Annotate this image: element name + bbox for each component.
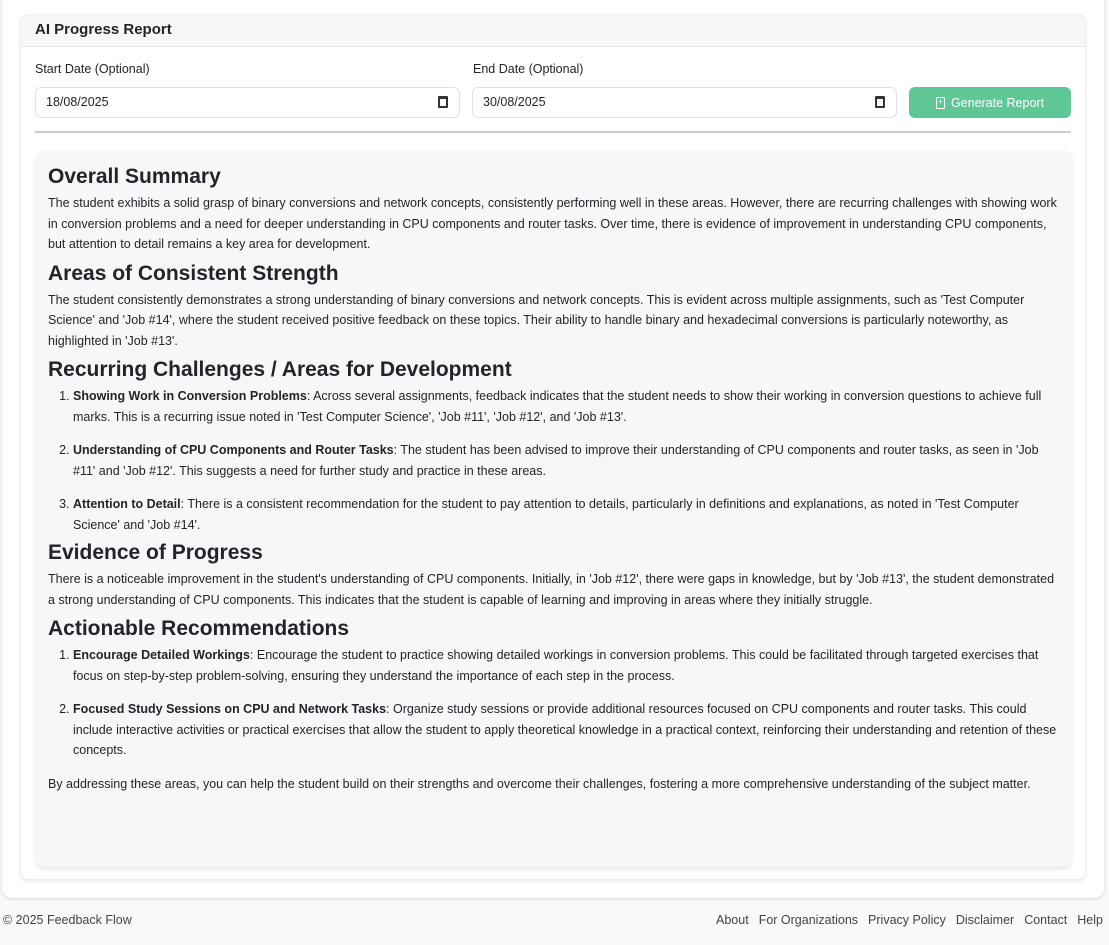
- item-text: : Across several assignments, feedback indicates that the student needs to show their working in conversion questions to achieve full marks. This is a recurring issue noted in 'Test Computer Science', 'Job #11', 'Job #12', and 'Job #13'.: [73, 389, 1042, 424]
- footer: [3, 913, 1103, 927]
- heading-summary: Overall Summary: [48, 165, 221, 188]
- end-date-label: End Date (Optional): [473, 62, 584, 76]
- start-date-label: Start Date (Optional): [35, 62, 150, 76]
- footer-links: [706, 913, 1103, 927]
- footer-link-privacy[interactable]: Privacy Policy: [868, 913, 946, 927]
- end-date-value: 30/08/2025: [483, 95, 546, 109]
- item-text: : Encourage the student to practice showing detailed workings in conversion problems. This could be facilitated through targeted exercises that focus on step-by-step problem-solving, ensuring they understand the importance of each step in the process.: [73, 648, 1039, 683]
- generate-report-button[interactable]: [909, 87, 1071, 118]
- start-date-value: 18/08/2025: [46, 95, 109, 109]
- list-item: [73, 440, 1059, 481]
- progress-report-card: [20, 14, 1086, 880]
- heading-progress: Evidence of Progress: [48, 541, 263, 564]
- item-text: : The student has been advised to improve their understanding of CPU components and router tasks, as seen in 'Job #11' and 'Job #12'. This suggests a need for further study and practice in these areas.: [73, 443, 1039, 478]
- closing-text: By addressing these areas, you can help the student build on their strengths and overcome their challenges, fostering a more comprehensive understanding of the subject matter.: [48, 776, 1031, 791]
- item-text: : Organize study sessions or provide additional resources focused on CPU components and router tasks. This could include interactive activities or practical exercises that allow the student to apply theoretical knowledge in a practical context, reinforcing their understanding and retention of these concepts.: [73, 702, 1057, 757]
- item-title: Focused Study Sessions on CPU and Network Tasks: [73, 702, 387, 716]
- heading-strength: Areas of Consistent Strength: [48, 261, 339, 285]
- report-content: [35, 151, 1072, 867]
- footer-link-organizations[interactable]: For Organizations: [758, 913, 859, 927]
- list-item: [73, 645, 1059, 686]
- footer-link-disclaimer[interactable]: Disclaimer: [955, 913, 1015, 927]
- item-title: Showing Work in Conversion Problems: [73, 389, 307, 403]
- footer-link-contact[interactable]: Contact: [1024, 913, 1068, 927]
- divider: [35, 131, 1071, 133]
- footer-link-help[interactable]: Help: [1077, 913, 1103, 927]
- challenges-list: [48, 386, 1059, 535]
- item-title: Attention to Detail: [73, 497, 181, 511]
- recommendations-list: [48, 645, 1059, 761]
- strength-text: The student consistently demonstrates a strong understanding of binary conversions and network concepts. This is evident across multiple assignments, such as 'Test Computer Science' and 'Job #14', where the student received positive feedback on these topics. Their ability to handle binary and hexadecimal conversions is particularly noteworthy, as highlighted in 'Job #13'.: [48, 292, 1025, 348]
- generate-report-label: Generate Report: [950, 95, 1045, 110]
- progress-text: There is a noticeable improvement in the student's understanding of CPU components. Initially, in 'Job #12', there were gaps in knowledge, but by 'Job #13', the student demonstrated a strong understanding of CPU components. This indicates that the student is capable of learning and improving in areas where they initially struggle.: [48, 572, 1055, 607]
- start-date-input[interactable]: [35, 87, 460, 118]
- calendar-icon[interactable]: [875, 96, 885, 108]
- list-item: [73, 699, 1059, 761]
- copyright: © 2025 Feedback Flow: [3, 913, 132, 927]
- file-plus-icon: +: [936, 97, 945, 109]
- footer-link-about[interactable]: About: [716, 913, 749, 927]
- list-item: [73, 494, 1059, 535]
- item-text: : There is a consistent recommendation for the student to pay attention to details, particularly in definitions and explanations, as noted in 'Test Computer Science' and 'Job #14'.: [73, 497, 1019, 532]
- end-date-input[interactable]: [472, 87, 897, 118]
- heading-recommendations: Actionable Recommendations: [48, 617, 350, 640]
- item-title: Understanding of CPU Components and Router Tasks: [73, 443, 394, 457]
- main-container: [2, 0, 1104, 898]
- heading-challenges: Recurring Challenges / Areas for Development: [48, 358, 512, 381]
- item-title: Encourage Detailed Workings: [73, 648, 250, 662]
- summary-text: The student exhibits a solid grasp of binary conversions and network concepts, consistently performing well in these areas. However, there are recurring challenges with showing work in conversion problems and a need for deeper understanding in CPU components and router tasks. Over time, there is evidence of improvement in understanding CPU components, but attention to detail remains a key area for development.: [48, 196, 1057, 251]
- list-item: [73, 386, 1059, 427]
- calendar-icon[interactable]: [438, 96, 448, 108]
- card-title: AI Progress Report: [21, 15, 1085, 47]
